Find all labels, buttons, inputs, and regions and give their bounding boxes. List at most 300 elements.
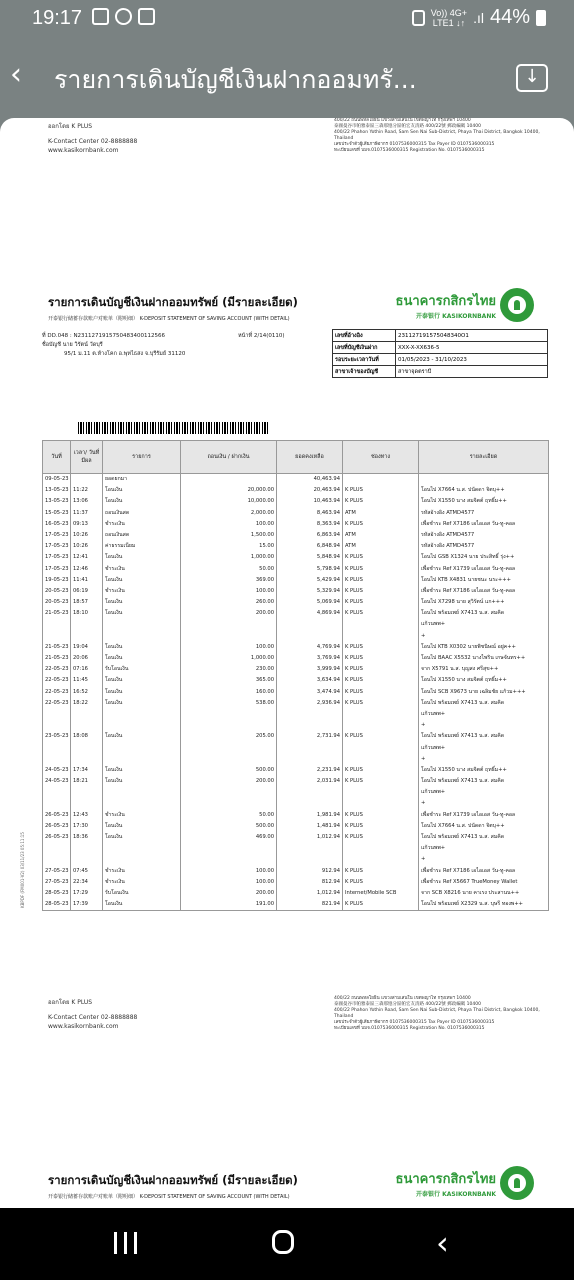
table-cell: 10:26 xyxy=(71,541,103,552)
table-cell xyxy=(343,720,419,731)
table-cell: 10:26 xyxy=(71,530,103,541)
table-row xyxy=(43,541,549,552)
back-icon[interactable]: ‹ xyxy=(436,1224,449,1262)
table-cell: แก้วนพพ+ xyxy=(419,787,549,798)
table-cell: รับโอนเงิน xyxy=(103,888,181,899)
table-cell: 21-05-23 xyxy=(43,608,71,619)
table-cell: โอนไป KTB X0302 นายพิชนิษณ์ อยู่ค++ xyxy=(419,642,549,653)
table-cell: ชำระเงิน xyxy=(103,519,181,530)
download-icon[interactable]: ↓ xyxy=(516,64,548,92)
table-cell: 20:06 xyxy=(71,653,103,664)
table-cell: 1,481.94 xyxy=(277,821,343,832)
table-cell: 17:29 xyxy=(71,888,103,899)
table-cell xyxy=(181,743,277,754)
table-cell: ถอนเงินสด xyxy=(103,508,181,519)
table-cell: 23-05-23 xyxy=(43,731,71,742)
table-cell: 28-05-23 xyxy=(43,899,71,911)
table-cell: โอนไป BAAC X5532 นางไพริน เกษจันทร++ xyxy=(419,653,549,664)
table-cell: 200.00 xyxy=(181,888,277,899)
table-cell: + xyxy=(419,720,549,731)
table-cell: โอนเงิน xyxy=(103,485,181,496)
barcode xyxy=(78,422,268,434)
table-cell xyxy=(181,754,277,765)
table-cell xyxy=(43,631,71,642)
table-cell xyxy=(103,720,181,731)
table-row xyxy=(43,575,549,586)
table-cell xyxy=(181,854,277,865)
table-cell: 22-05-23 xyxy=(43,698,71,709)
table-cell: 912.94 xyxy=(277,866,343,877)
table-cell: เพื่อชำระ Ref X7186 เอไอเอส วัน-ทู-คอล xyxy=(419,519,549,530)
table-cell: 365.00 xyxy=(181,675,277,686)
table-cell: K PLUS xyxy=(343,877,419,888)
table-cell: K PLUS xyxy=(343,496,419,507)
system-nav-bar xyxy=(0,1208,574,1280)
table-cell: โอนเงิน xyxy=(103,731,181,742)
table-cell: 19-05-23 xyxy=(43,575,71,586)
table-cell: 40,463.94 xyxy=(277,474,343,486)
table-cell xyxy=(43,843,71,854)
table-cell: 17:30 xyxy=(71,821,103,832)
table-cell: 3,634.94 xyxy=(277,675,343,686)
table-row xyxy=(43,709,549,720)
table-cell: 500.00 xyxy=(181,821,277,832)
table-row xyxy=(43,642,549,653)
table-cell: โอนไป พร้อมเพย์ X7413 น.ส. สมคิด xyxy=(419,776,549,787)
table-cell xyxy=(181,787,277,798)
table-cell: 5,429.94 xyxy=(277,575,343,586)
table-cell xyxy=(103,798,181,809)
table-cell xyxy=(181,631,277,642)
table-cell: 09:13 xyxy=(71,519,103,530)
table-cell: 26-05-23 xyxy=(43,832,71,843)
table-cell: โอนไป พร้อมเพย์ X7413 น.ส. สมคิด xyxy=(419,698,549,709)
table-cell: แก้วนพพ+ xyxy=(419,709,549,720)
table-cell: โอนเงิน xyxy=(103,765,181,776)
table-cell: โอนเงิน xyxy=(103,687,181,698)
table-row xyxy=(43,631,549,642)
table-row xyxy=(43,597,549,608)
table-cell xyxy=(343,631,419,642)
table-cell: เพื่อชำระ Ref X7186 เอไอเอส วัน-ทู-คอล xyxy=(419,586,549,597)
table-cell: 18:36 xyxy=(71,832,103,843)
table-cell: 13:06 xyxy=(71,496,103,507)
table-cell: 09-05-23 xyxy=(43,474,71,486)
table-cell: 5,329.94 xyxy=(277,586,343,597)
table-row xyxy=(43,552,549,563)
table-cell: 50.00 xyxy=(181,810,277,821)
table-header-cell: ยอดคงเหลือ xyxy=(277,441,343,474)
table-row xyxy=(43,821,549,832)
table-cell: ATM xyxy=(343,508,419,519)
table-row xyxy=(43,843,549,854)
table-cell: ชำระเงิน xyxy=(103,586,181,597)
table-cell: 500.00 xyxy=(181,765,277,776)
table-cell: 18:10 xyxy=(71,608,103,619)
table-row xyxy=(43,619,549,630)
table-cell: รหัสอ้างอิง ATMD4577 xyxy=(419,530,549,541)
table-cell: 10,463.94 xyxy=(277,496,343,507)
table-cell: 812.94 xyxy=(277,877,343,888)
table-cell: 1,000.00 xyxy=(181,552,277,563)
table-cell: 17-05-23 xyxy=(43,564,71,575)
table-cell xyxy=(103,843,181,854)
table-cell: โอนเงิน xyxy=(103,776,181,787)
table-cell: 2,231.94 xyxy=(277,765,343,776)
table-row xyxy=(43,496,549,507)
table-cell: 100.00 xyxy=(181,866,277,877)
table-cell: 11:37 xyxy=(71,508,103,519)
signal-icon: .ıl xyxy=(473,9,484,26)
table-cell: 20,463.94 xyxy=(277,485,343,496)
table-cell: 4,869.94 xyxy=(277,608,343,619)
table-cell xyxy=(343,709,419,720)
table-cell: 3,999.94 xyxy=(277,664,343,675)
table-cell: 1,500.00 xyxy=(181,530,277,541)
table-cell: 17-05-23 xyxy=(43,552,71,563)
table-cell: 18:21 xyxy=(71,776,103,787)
table-cell: 200.00 xyxy=(181,776,277,787)
table-header-cell: ช่องทาง xyxy=(343,441,419,474)
table-cell: ยอดยกมา xyxy=(103,474,181,486)
table-cell: 2,731.94 xyxy=(277,731,343,742)
table-row xyxy=(43,586,549,597)
table-cell xyxy=(71,709,103,720)
table-row xyxy=(43,832,549,843)
table-cell: 100.00 xyxy=(181,877,277,888)
table-cell: K PLUS xyxy=(343,687,419,698)
table-cell: 12:41 xyxy=(71,552,103,563)
table-cell: โอนไป พร้อมเพย์ X7413 น.ส. สมคิด xyxy=(419,832,549,843)
table-cell: โอนเงิน xyxy=(103,832,181,843)
table-cell xyxy=(71,754,103,765)
table-cell xyxy=(43,798,71,809)
table-cell: 260.00 xyxy=(181,597,277,608)
table-row xyxy=(43,608,549,619)
table-cell: ATM xyxy=(343,541,419,552)
table-cell: ชำระเงิน xyxy=(103,866,181,877)
table-cell: 17:39 xyxy=(71,899,103,911)
kbank-logo-icon xyxy=(500,1166,534,1200)
table-cell: 18:57 xyxy=(71,597,103,608)
table-cell: 17-05-23 xyxy=(43,530,71,541)
table-cell xyxy=(277,843,343,854)
table-cell: K PLUS xyxy=(343,519,419,530)
table-cell xyxy=(343,474,419,486)
table-cell: 1,000.00 xyxy=(181,653,277,664)
battery-icon xyxy=(536,10,546,26)
recent-apps-icon[interactable] xyxy=(114,1232,138,1254)
table-cell xyxy=(71,631,103,642)
table-cell xyxy=(277,854,343,865)
table-cell: โอนเงิน xyxy=(103,675,181,686)
table-cell: K PLUS xyxy=(343,776,419,787)
table-cell: 191.00 xyxy=(181,899,277,911)
table-cell: 20,000.00 xyxy=(181,485,277,496)
table-header-cell: วันที่ xyxy=(43,441,71,474)
table-cell: K PLUS xyxy=(343,575,419,586)
table-cell xyxy=(43,787,71,798)
table-cell: โอนเงิน xyxy=(103,642,181,653)
bank-address-2: 400/22 ถนนพหลโยธิน แขวงสามเสนใน เขตพญาไท กรุงเทพฯ 10400 泰國曼谷市帕雅泰區三森那憶分區帕宏友清路 400/22號 郵政編碼 10400 400/22 Phahon Yothin Road, Sam Sen Nai Sub-District, Phaya Thai District, Bangkok 10400, Thailand เลขประจำตัวผู้เสียภาษีอากร 0107536000315 Tax Payer ID 0107536000315 ทะเบียนเลขที่ บมจ.0107536000315 Registration No. 0107536000315 xyxy=(334,996,540,1031)
table-cell xyxy=(343,798,419,809)
table-cell: K PLUS xyxy=(343,642,419,653)
table-cell: K PLUS xyxy=(343,608,419,619)
table-cell: 07:45 xyxy=(71,866,103,877)
checkbox-icon xyxy=(138,8,155,25)
table-cell xyxy=(103,854,181,865)
table-cell: 21-05-23 xyxy=(43,653,71,664)
table-cell xyxy=(71,743,103,754)
table-cell xyxy=(103,631,181,642)
page-footer: ออกโดย K PLUS K-Contact Center 02-8888888 www.kasikornbank.com xyxy=(48,999,138,1030)
table-row xyxy=(43,854,549,865)
table-cell: โอนไป X1550 นาง สมจิตต์ ฤทธิ์ม++ xyxy=(419,765,549,776)
table-cell: โอนไป พร้อมเพย์ X7413 น.ส. สมคิด xyxy=(419,608,549,619)
table-cell: 8,363.94 xyxy=(277,519,343,530)
table-cell xyxy=(43,720,71,731)
table-cell: 22-05-23 xyxy=(43,664,71,675)
table-cell: 6,848.94 xyxy=(277,541,343,552)
table-row xyxy=(43,787,549,798)
table-cell: โอนเงิน xyxy=(103,597,181,608)
prev-page-footer: ออกโดย K PLUS K-Contact Center 02-8888888 www.kasikornbank.com xyxy=(48,123,138,154)
bank-address: 400/22 ถนนพหลโยธิน แขวงสามเสนใน เขตพญาไท กรุงเทพฯ 10400 泰國曼谷市帕雅泰區三森那憶分區帕宏友清路 400/22號 郵政編碼 10400 400/22 Phahon Yothin Road, Sam Sen Nai Sub-District, Phaya Thai District, Bangkok 10400, Thailand เลขประจำตัวผู้เสียภาษีอากร 0107536000315 Tax Payer ID 0107536000315 ทะเบียนเลขที่ บมจ.0107536000315 Registration No. 0107536000315 xyxy=(334,118,540,153)
table-cell: 2,000.00 xyxy=(181,508,277,519)
table-cell: 1,981.94 xyxy=(277,810,343,821)
next-bank-logo: ธนาคารกสิกรไทย 开泰银行 KASIKORNBANK xyxy=(396,1166,534,1200)
table-cell: 07:16 xyxy=(71,664,103,675)
sim-icon xyxy=(412,10,425,26)
table-cell xyxy=(277,787,343,798)
table-cell: ถอนเงินสด xyxy=(103,530,181,541)
table-cell: 11:22 xyxy=(71,485,103,496)
table-cell xyxy=(71,720,103,731)
table-cell: 16-05-23 xyxy=(43,519,71,530)
table-cell: 26-05-23 xyxy=(43,810,71,821)
table-cell: 4,769.94 xyxy=(277,642,343,653)
table-cell: 15.00 xyxy=(181,541,277,552)
side-code: KBPDF (FM001-V2) 03/11/23 05:11:15 xyxy=(20,832,25,908)
network-indicator: Vo)) 4G+ LTE1 ↓↑ xyxy=(430,7,468,28)
table-row xyxy=(43,508,549,519)
table-cell: K PLUS xyxy=(343,675,419,686)
table-cell: 18:22 xyxy=(71,698,103,709)
table-row xyxy=(43,776,549,787)
table-cell xyxy=(43,743,71,754)
table-cell: 50.00 xyxy=(181,564,277,575)
app-bar xyxy=(0,36,574,118)
table-cell xyxy=(277,619,343,630)
table-cell: 13-05-23 xyxy=(43,485,71,496)
table-cell: 5,848.94 xyxy=(277,552,343,563)
statement-title: รายการเดินบัญชีเงินฝากออมทรัพย์ (มีรายละเอียด) xyxy=(48,295,298,309)
table-row xyxy=(43,743,549,754)
table-cell: 200.00 xyxy=(181,608,277,619)
table-cell: เพื่อชำระ Ref X1739 เอไอเอส วัน-ทู-คอล xyxy=(419,810,549,821)
table-cell xyxy=(277,720,343,731)
bank-logo: ธนาคารกสิกรไทย 开泰银行 KASIKORNBANK xyxy=(396,288,534,322)
table-cell: K PLUS xyxy=(343,664,419,675)
back-arrow-icon[interactable]: ‹ xyxy=(10,57,22,92)
table-cell: โอนไป KTB X4831 นายชนะ นระ+++ xyxy=(419,575,549,586)
table-cell xyxy=(277,754,343,765)
table-cell: ชำระเงิน xyxy=(103,877,181,888)
table-cell: รหัสอ้างอิง ATMD4577 xyxy=(419,508,549,519)
table-row xyxy=(43,698,549,709)
table-cell: โอนไป SCB X9673 นาย เฉลิมชัย แก้วม+++ xyxy=(419,687,549,698)
table-cell: K PLUS xyxy=(343,832,419,843)
table-row xyxy=(43,687,549,698)
table-row xyxy=(43,675,549,686)
account-meta: ที่ DD.048 : N2311271915750483400112566 ชื่อบัญชี นาย วิรัตน์ วัดบุรี 95/1 ม.11 ต.ห้างโคก อ.พุทไธสง จ.บุรีรัมย์ 31120 xyxy=(42,333,186,357)
table-cell: โอนไป GSB X1324 นาย ประสิทธิ์ รุ่ง++ xyxy=(419,552,549,563)
table-cell: 230.00 xyxy=(181,664,277,675)
table-cell: K PLUS xyxy=(343,810,419,821)
table-cell: 19:04 xyxy=(71,642,103,653)
table-cell: โอนไป X7298 นาย สุวิรัตน์ แก+++ xyxy=(419,597,549,608)
table-cell: แก้วนพพ+ xyxy=(419,743,549,754)
next-statement-header: รายการเดินบัญชีเงินฝากออมทรัพย์ (มีรายละเอียด) 开泰银行储蓄存款账户对账单（附明细） K-DEPOSIT STATEMENT OF SAVING ACCOUNT (WITH DETAIL) xyxy=(48,1173,298,1200)
table-cell xyxy=(277,631,343,642)
table-cell: + xyxy=(419,854,549,865)
table-cell: 27-05-23 xyxy=(43,866,71,877)
table-cell: K PLUS xyxy=(343,564,419,575)
table-cell xyxy=(181,619,277,630)
table-cell: 100.00 xyxy=(181,519,277,530)
table-cell: 12:43 xyxy=(71,810,103,821)
table-cell xyxy=(419,474,549,486)
table-cell: 17:34 xyxy=(71,765,103,776)
table-cell: 1,012.94 xyxy=(277,888,343,899)
table-cell: 17-05-23 xyxy=(43,541,71,552)
table-cell: 24-05-23 xyxy=(43,765,71,776)
table-cell xyxy=(343,619,419,630)
table-cell xyxy=(343,854,419,865)
table-cell: โอนไป X7664 น.ส. ปนัดดา จิตบุ++ xyxy=(419,821,549,832)
table-cell: 18:08 xyxy=(71,731,103,742)
table-cell: 5,798.94 xyxy=(277,564,343,575)
page-number: หน้าที่ 2/14(0110) xyxy=(238,333,285,339)
table-cell: 21-05-23 xyxy=(43,642,71,653)
table-cell: K PLUS xyxy=(343,899,419,911)
table-cell: 100.00 xyxy=(181,642,277,653)
table-cell: 205.00 xyxy=(181,731,277,742)
table-cell xyxy=(277,798,343,809)
page-title: รายการเดินบัญชีเงินฝากออมทรั... xyxy=(54,65,417,94)
table-cell: 28-05-23 xyxy=(43,888,71,899)
table-cell xyxy=(71,474,103,486)
table-cell: K PLUS xyxy=(343,653,419,664)
table-cell: ชำระเงิน xyxy=(103,810,181,821)
table-cell: K PLUS xyxy=(343,731,419,742)
table-cell xyxy=(43,709,71,720)
table-cell: จาก SCB X8216 นาย คาเรง ประสานน++ xyxy=(419,888,549,899)
document-page[interactable] xyxy=(0,118,574,1208)
table-cell: โอนเงิน xyxy=(103,899,181,911)
table-cell: 24-05-23 xyxy=(43,776,71,787)
table-row xyxy=(43,899,549,911)
table-cell: 2,936.94 xyxy=(277,698,343,709)
table-cell: ค่าธรรมเนียม xyxy=(103,541,181,552)
table-cell: K PLUS xyxy=(343,586,419,597)
table-cell: ATM xyxy=(343,530,419,541)
table-cell: โอนเงิน xyxy=(103,608,181,619)
table-cell: K PLUS xyxy=(343,698,419,709)
table-cell: โอนไป พร้อมเพย์ X7413 น.ส. สมคิด xyxy=(419,731,549,742)
table-cell: 22-05-23 xyxy=(43,687,71,698)
table-cell: K PLUS xyxy=(343,552,419,563)
table-cell: Internet/Mobile SCB xyxy=(343,888,419,899)
table-row xyxy=(43,664,549,675)
table-row xyxy=(43,653,549,664)
statement-title-en: 开泰银行储蓄存款账户对账单（附明细） K-DEPOSIT STATEMENT OF SAVING ACCOUNT (WITH DETAIL) xyxy=(48,316,290,322)
table-header-cell: รายละเอียด xyxy=(419,441,549,474)
table-cell: K PLUS xyxy=(343,485,419,496)
table-cell xyxy=(103,619,181,630)
table-cell: จาก X5791 น.ส. บุญสง ศรีสุข++ xyxy=(419,664,549,675)
table-cell: 2,031.94 xyxy=(277,776,343,787)
kbank-logo-icon xyxy=(500,288,534,322)
table-cell: โอนเงิน xyxy=(103,698,181,709)
table-cell: ชำระเงิน xyxy=(103,564,181,575)
table-cell: โอนไป X7664 น.ส. ปนัดดา จิตบุ++ xyxy=(419,485,549,496)
table-row xyxy=(43,519,549,530)
table-cell: เพื่อชำระ Ref X1739 เอไอเอส วัน-ทู-คอล xyxy=(419,564,549,575)
table-cell xyxy=(181,709,277,720)
table-cell: 538.00 xyxy=(181,698,277,709)
table-header-cell: รายการ xyxy=(103,441,181,474)
table-cell: 27-05-23 xyxy=(43,877,71,888)
table-cell: 10,000.00 xyxy=(181,496,277,507)
table-cell: โอนเงิน xyxy=(103,552,181,563)
table-cell xyxy=(103,787,181,798)
table-cell xyxy=(103,754,181,765)
table-cell xyxy=(181,474,277,486)
table-row xyxy=(43,530,549,541)
table-cell: รหัสอ้างอิง ATMD4577 xyxy=(419,541,549,552)
table-header-cell: เวลา/ วันที่มีผล xyxy=(71,441,103,474)
table-cell xyxy=(181,798,277,809)
gallery-icon xyxy=(92,8,109,25)
table-cell: โอนไป พร้อมเพย์ X2329 น.ส. บุษรี ทองพ++ xyxy=(419,899,549,911)
call-icon xyxy=(115,8,132,25)
table-cell xyxy=(181,720,277,731)
table-cell: เพื่อชำระ Ref X5667 TrueMoney Wallet xyxy=(419,877,549,888)
table-cell: เพื่อชำระ Ref X7186 เอไอเอส วัน-ทู-คอล xyxy=(419,866,549,877)
table-cell: 821.94 xyxy=(277,899,343,911)
account-info-box: เลขที่อ้างอิง 231127191575048340O1 เลขที่บัญชีเงินฝาก XXX-X-XX636-5 รอบระยะเวลาวันที่ 01/05/2023 - 31/10/2023 สาขาเจ้าของบัญชี สาขาจุดตราบี xyxy=(332,329,548,378)
home-icon[interactable] xyxy=(272,1230,294,1254)
table-cell: + xyxy=(419,754,549,765)
table-cell: 22-05-23 xyxy=(43,675,71,686)
table-cell xyxy=(43,619,71,630)
table-cell: 22:34 xyxy=(71,877,103,888)
table-cell xyxy=(343,743,419,754)
table-cell: 160.00 xyxy=(181,687,277,698)
table-cell xyxy=(43,754,71,765)
table-cell xyxy=(277,709,343,720)
table-row xyxy=(43,798,549,809)
table-cell: 100.00 xyxy=(181,586,277,597)
table-cell: 3,474.94 xyxy=(277,687,343,698)
table-cell xyxy=(71,619,103,630)
table-cell xyxy=(103,743,181,754)
table-cell xyxy=(277,743,343,754)
table-cell: + xyxy=(419,631,549,642)
table-cell: 15-05-23 xyxy=(43,508,71,519)
status-bar xyxy=(0,0,574,36)
